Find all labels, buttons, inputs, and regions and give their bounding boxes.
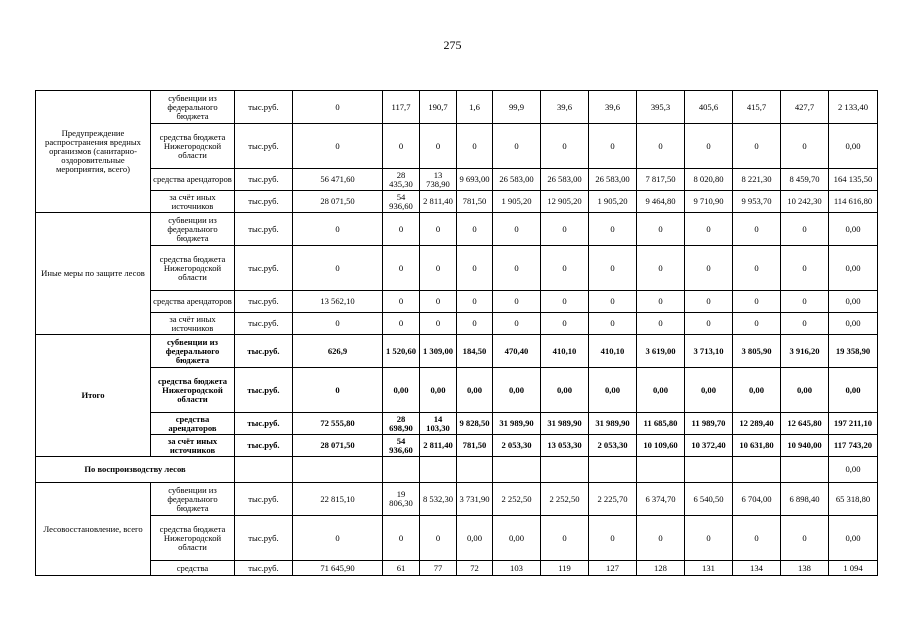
unit-cell: тыс.руб.: [235, 335, 293, 368]
unit-cell: тыс.руб.: [235, 313, 293, 335]
value-cell: 0: [637, 313, 685, 335]
unit-cell: тыс.руб.: [235, 246, 293, 291]
value-cell: 0: [541, 313, 589, 335]
value-cell: 781,50: [457, 191, 493, 213]
value-cell: 39,6: [589, 91, 637, 124]
unit-cell: тыс.руб.: [235, 435, 293, 457]
table-row: [36, 213, 878, 246]
value-cell: 0,00: [781, 368, 829, 413]
value-cell: 28 435,30: [383, 169, 420, 191]
group-label: Предупреждение распространения вредных организмов (санитарно-оздоровительные мероприятия, всего): [36, 91, 151, 213]
value-cell: 22 815,10: [293, 483, 383, 516]
value-cell: 31 989,90: [589, 413, 637, 435]
table-row: [36, 335, 878, 368]
table-cell: [493, 457, 541, 483]
value-cell: 0: [493, 246, 541, 291]
value-cell: 0: [685, 291, 733, 313]
value-cell: 0,00: [493, 368, 541, 413]
value-cell: 8 459,70: [781, 169, 829, 191]
value-cell: 0,00: [457, 516, 493, 561]
value-cell: 0: [685, 246, 733, 291]
value-cell: 3 619,00: [637, 335, 685, 368]
funding-source: средства арендаторов: [151, 413, 235, 435]
value-cell: 0,00: [829, 246, 878, 291]
value-cell: 99,9: [493, 91, 541, 124]
value-cell: 0,00: [829, 368, 878, 413]
funding-source: средства бюджета Нижегородской области: [151, 246, 235, 291]
funding-source: средства арендаторов: [151, 169, 235, 191]
value-cell: 0: [457, 124, 493, 169]
value-cell: 0,00: [829, 124, 878, 169]
value-cell: 415,7: [733, 91, 781, 124]
value-cell: 0: [733, 516, 781, 561]
funding-source: средства бюджета Нижегородской области: [151, 368, 235, 413]
value-cell: 0: [420, 291, 457, 313]
value-cell: 0: [383, 516, 420, 561]
funding-source: за счёт иных источников: [151, 313, 235, 335]
value-cell: 117,7: [383, 91, 420, 124]
value-cell: 0,00: [457, 368, 493, 413]
value-cell: 0: [293, 313, 383, 335]
value-cell: 184,50: [457, 335, 493, 368]
value-cell: 0: [541, 246, 589, 291]
value-cell: 0: [457, 313, 493, 335]
value-cell: 10 372,40: [685, 435, 733, 457]
table-row: [36, 561, 878, 576]
unit-cell: тыс.руб.: [235, 191, 293, 213]
value-cell: 395,3: [637, 91, 685, 124]
value-cell: 0: [420, 213, 457, 246]
value-cell: 2 133,40: [829, 91, 878, 124]
value-cell: 0: [781, 124, 829, 169]
funding-source: средства бюджета Нижегородской области: [151, 124, 235, 169]
value-cell: 0,00: [383, 368, 420, 413]
value-cell: 3 713,10: [685, 335, 733, 368]
value-cell: 2 811,40: [420, 435, 457, 457]
funding-source: средства: [151, 561, 235, 576]
value-cell: 0: [589, 313, 637, 335]
value-cell: 0,00: [733, 368, 781, 413]
value-cell: 8 221,30: [733, 169, 781, 191]
value-cell: 0: [733, 213, 781, 246]
value-cell: 65 318,80: [829, 483, 878, 516]
funding-source: средства арендаторов: [151, 291, 235, 313]
value-cell: 19 806,30: [383, 483, 420, 516]
value-cell: 0: [457, 246, 493, 291]
value-cell: 0: [685, 213, 733, 246]
table-row: [36, 313, 878, 335]
value-cell: 0: [589, 291, 637, 313]
value-cell: 164 135,50: [829, 169, 878, 191]
table-cell: [541, 457, 589, 483]
value-cell: 0: [293, 213, 383, 246]
value-cell: 8 020,80: [685, 169, 733, 191]
value-cell: 9 693,00: [457, 169, 493, 191]
value-cell: 0: [637, 516, 685, 561]
value-cell: 19 358,90: [829, 335, 878, 368]
value-cell: 0: [293, 368, 383, 413]
value-cell: 0: [781, 313, 829, 335]
value-cell: 1,6: [457, 91, 493, 124]
table-cell: [637, 457, 685, 483]
value-cell: 138: [781, 561, 829, 576]
budget-table: [35, 90, 878, 576]
value-cell: 0: [383, 124, 420, 169]
unit-cell: тыс.руб.: [235, 124, 293, 169]
value-cell: 0: [685, 124, 733, 169]
table-cell: [781, 457, 829, 483]
value-cell: 6 898,40: [781, 483, 829, 516]
value-cell: 26 583,00: [541, 169, 589, 191]
value-cell: 119: [541, 561, 589, 576]
table-cell: [685, 457, 733, 483]
table-cell: [733, 457, 781, 483]
value-cell: 0: [420, 246, 457, 291]
value-cell: 131: [685, 561, 733, 576]
value-cell: 405,6: [685, 91, 733, 124]
value-cell: 0,00: [829, 213, 878, 246]
value-cell: 3 731,90: [457, 483, 493, 516]
value-cell: 0,00: [685, 368, 733, 413]
value-cell: 0: [781, 516, 829, 561]
funding-source: за счёт иных источников: [151, 191, 235, 213]
value-cell: 0: [293, 124, 383, 169]
unit-cell: тыс.руб.: [235, 368, 293, 413]
value-cell: 103: [493, 561, 541, 576]
value-cell: 0: [383, 291, 420, 313]
value-cell: 0: [589, 124, 637, 169]
value-cell: 12 645,80: [781, 413, 829, 435]
funding-source: субвенции из федерального бюджета: [151, 213, 235, 246]
value-cell: 0,00: [829, 516, 878, 561]
value-cell: 54 936,60: [383, 191, 420, 213]
value-cell: 0: [493, 313, 541, 335]
value-cell: 26 583,00: [589, 169, 637, 191]
unit-cell: тыс.руб.: [235, 91, 293, 124]
value-cell: 12 905,20: [541, 191, 589, 213]
value-cell: 134: [733, 561, 781, 576]
table-row: [36, 435, 878, 457]
value-cell: 10 631,80: [733, 435, 781, 457]
value-cell: 410,10: [541, 335, 589, 368]
value-cell: 0,00: [589, 368, 637, 413]
table-body: [36, 91, 878, 576]
value-cell: 0: [637, 291, 685, 313]
value-cell: 0: [383, 213, 420, 246]
value-cell: 10 109,60: [637, 435, 685, 457]
value-cell: 0: [420, 516, 457, 561]
value-cell: 11 989,70: [685, 413, 733, 435]
value-cell: 0: [733, 124, 781, 169]
value-cell: 0: [541, 291, 589, 313]
value-cell: 127: [589, 561, 637, 576]
value-cell: 1 094: [829, 561, 878, 576]
value-cell: 0: [293, 246, 383, 291]
table-row: [36, 191, 878, 213]
value-cell: 2 811,40: [420, 191, 457, 213]
value-cell: 0,00: [829, 313, 878, 335]
funding-source: субвенции из федерального бюджета: [151, 483, 235, 516]
value-cell: 0: [637, 124, 685, 169]
value-cell: 114 616,80: [829, 191, 878, 213]
value-cell: 31 989,90: [541, 413, 589, 435]
value-cell: 0: [293, 516, 383, 561]
group-label: Лесовосстановление, всего: [36, 483, 151, 576]
value-cell: 28 071,50: [293, 435, 383, 457]
value-cell: 0: [541, 516, 589, 561]
table-row: [36, 169, 878, 191]
table-row: [36, 368, 878, 413]
value-cell: 28 698,90: [383, 413, 420, 435]
value-cell: 0: [493, 124, 541, 169]
section-total: 0,00: [829, 457, 878, 483]
value-cell: 3 805,90: [733, 335, 781, 368]
value-cell: 6 704,00: [733, 483, 781, 516]
table-row: [36, 124, 878, 169]
value-cell: 427,7: [781, 91, 829, 124]
unit-cell: тыс.руб.: [235, 291, 293, 313]
value-cell: 0: [383, 313, 420, 335]
table-row: [36, 246, 878, 291]
table-cell: [420, 457, 457, 483]
value-cell: 626,9: [293, 335, 383, 368]
unit-cell: тыс.руб.: [235, 561, 293, 576]
value-cell: 1 520,60: [383, 335, 420, 368]
section-label: По воспроизводству лесов: [36, 457, 235, 483]
value-cell: 117 743,20: [829, 435, 878, 457]
funding-source: за счёт иных источников: [151, 435, 235, 457]
value-cell: 72 555,80: [293, 413, 383, 435]
funding-source: субвенции из федерального бюджета: [151, 335, 235, 368]
value-cell: 13 053,30: [541, 435, 589, 457]
value-cell: 2 053,30: [589, 435, 637, 457]
value-cell: 9 464,80: [637, 191, 685, 213]
value-cell: 1 905,20: [589, 191, 637, 213]
value-cell: 1 905,20: [493, 191, 541, 213]
table-cell: [383, 457, 420, 483]
value-cell: 39,6: [541, 91, 589, 124]
value-cell: 54 936,60: [383, 435, 420, 457]
value-cell: 0: [457, 213, 493, 246]
value-cell: 0: [733, 246, 781, 291]
value-cell: 0: [589, 213, 637, 246]
table-cell: [235, 457, 293, 483]
unit-cell: тыс.руб.: [235, 413, 293, 435]
value-cell: 0: [781, 291, 829, 313]
value-cell: 2 252,50: [493, 483, 541, 516]
value-cell: 0,00: [493, 516, 541, 561]
value-cell: 77: [420, 561, 457, 576]
value-cell: 10 242,30: [781, 191, 829, 213]
unit-cell: тыс.руб.: [235, 213, 293, 246]
section-row: [36, 457, 878, 483]
value-cell: 0: [781, 213, 829, 246]
unit-cell: тыс.руб.: [235, 169, 293, 191]
value-cell: 410,10: [589, 335, 637, 368]
value-cell: 470,40: [493, 335, 541, 368]
value-cell: 10 940,00: [781, 435, 829, 457]
value-cell: 7 817,50: [637, 169, 685, 191]
group-label: Иные меры по защите лесов: [36, 213, 151, 335]
table-row: [36, 291, 878, 313]
value-cell: 14 103,30: [420, 413, 457, 435]
table-row: [36, 483, 878, 516]
value-cell: 0: [420, 313, 457, 335]
value-cell: 0: [589, 246, 637, 291]
unit-cell: тыс.руб.: [235, 483, 293, 516]
value-cell: 0: [781, 246, 829, 291]
value-cell: 781,50: [457, 435, 493, 457]
value-cell: 128: [637, 561, 685, 576]
value-cell: 6 374,70: [637, 483, 685, 516]
value-cell: 61: [383, 561, 420, 576]
value-cell: 190,7: [420, 91, 457, 124]
table-cell: [293, 457, 383, 483]
value-cell: 31 989,90: [493, 413, 541, 435]
table-row: [36, 516, 878, 561]
value-cell: 0: [589, 516, 637, 561]
table-row: [36, 413, 878, 435]
value-cell: 0: [541, 124, 589, 169]
table-row: [36, 91, 878, 124]
funding-source: субвенции из федерального бюджета: [151, 91, 235, 124]
value-cell: 13 738,90: [420, 169, 457, 191]
value-cell: 0: [733, 313, 781, 335]
value-cell: 6 540,50: [685, 483, 733, 516]
value-cell: 0: [420, 124, 457, 169]
value-cell: 0,00: [637, 368, 685, 413]
value-cell: 0,00: [420, 368, 457, 413]
value-cell: 197 211,10: [829, 413, 878, 435]
value-cell: 2 225,70: [589, 483, 637, 516]
value-cell: 1 309,00: [420, 335, 457, 368]
value-cell: 9 953,70: [733, 191, 781, 213]
funding-source: средства бюджета Нижегородской области: [151, 516, 235, 561]
value-cell: 72: [457, 561, 493, 576]
value-cell: 0: [637, 246, 685, 291]
value-cell: 8 532,30: [420, 483, 457, 516]
value-cell: 0,00: [829, 291, 878, 313]
table-cell: [589, 457, 637, 483]
value-cell: 3 916,20: [781, 335, 829, 368]
value-cell: 0: [493, 291, 541, 313]
unit-cell: тыс.руб.: [235, 516, 293, 561]
value-cell: 13 562,10: [293, 291, 383, 313]
value-cell: 0,00: [541, 368, 589, 413]
value-cell: 0: [493, 213, 541, 246]
value-cell: 71 645,90: [293, 561, 383, 576]
value-cell: 2 252,50: [541, 483, 589, 516]
value-cell: 11 685,80: [637, 413, 685, 435]
value-cell: 26 583,00: [493, 169, 541, 191]
value-cell: 0: [685, 313, 733, 335]
value-cell: 56 471,60: [293, 169, 383, 191]
value-cell: 12 289,40: [733, 413, 781, 435]
table-cell: [457, 457, 493, 483]
value-cell: 0: [541, 213, 589, 246]
value-cell: 0: [733, 291, 781, 313]
value-cell: 0: [457, 291, 493, 313]
value-cell: 28 071,50: [293, 191, 383, 213]
value-cell: 0: [383, 246, 420, 291]
value-cell: 0: [685, 516, 733, 561]
value-cell: 2 053,30: [493, 435, 541, 457]
page-number: 275: [443, 38, 462, 52]
group-label: Итого: [36, 335, 151, 457]
value-cell: 0: [637, 213, 685, 246]
value-cell: 9 710,90: [685, 191, 733, 213]
value-cell: 9 828,50: [457, 413, 493, 435]
value-cell: 0: [293, 91, 383, 124]
